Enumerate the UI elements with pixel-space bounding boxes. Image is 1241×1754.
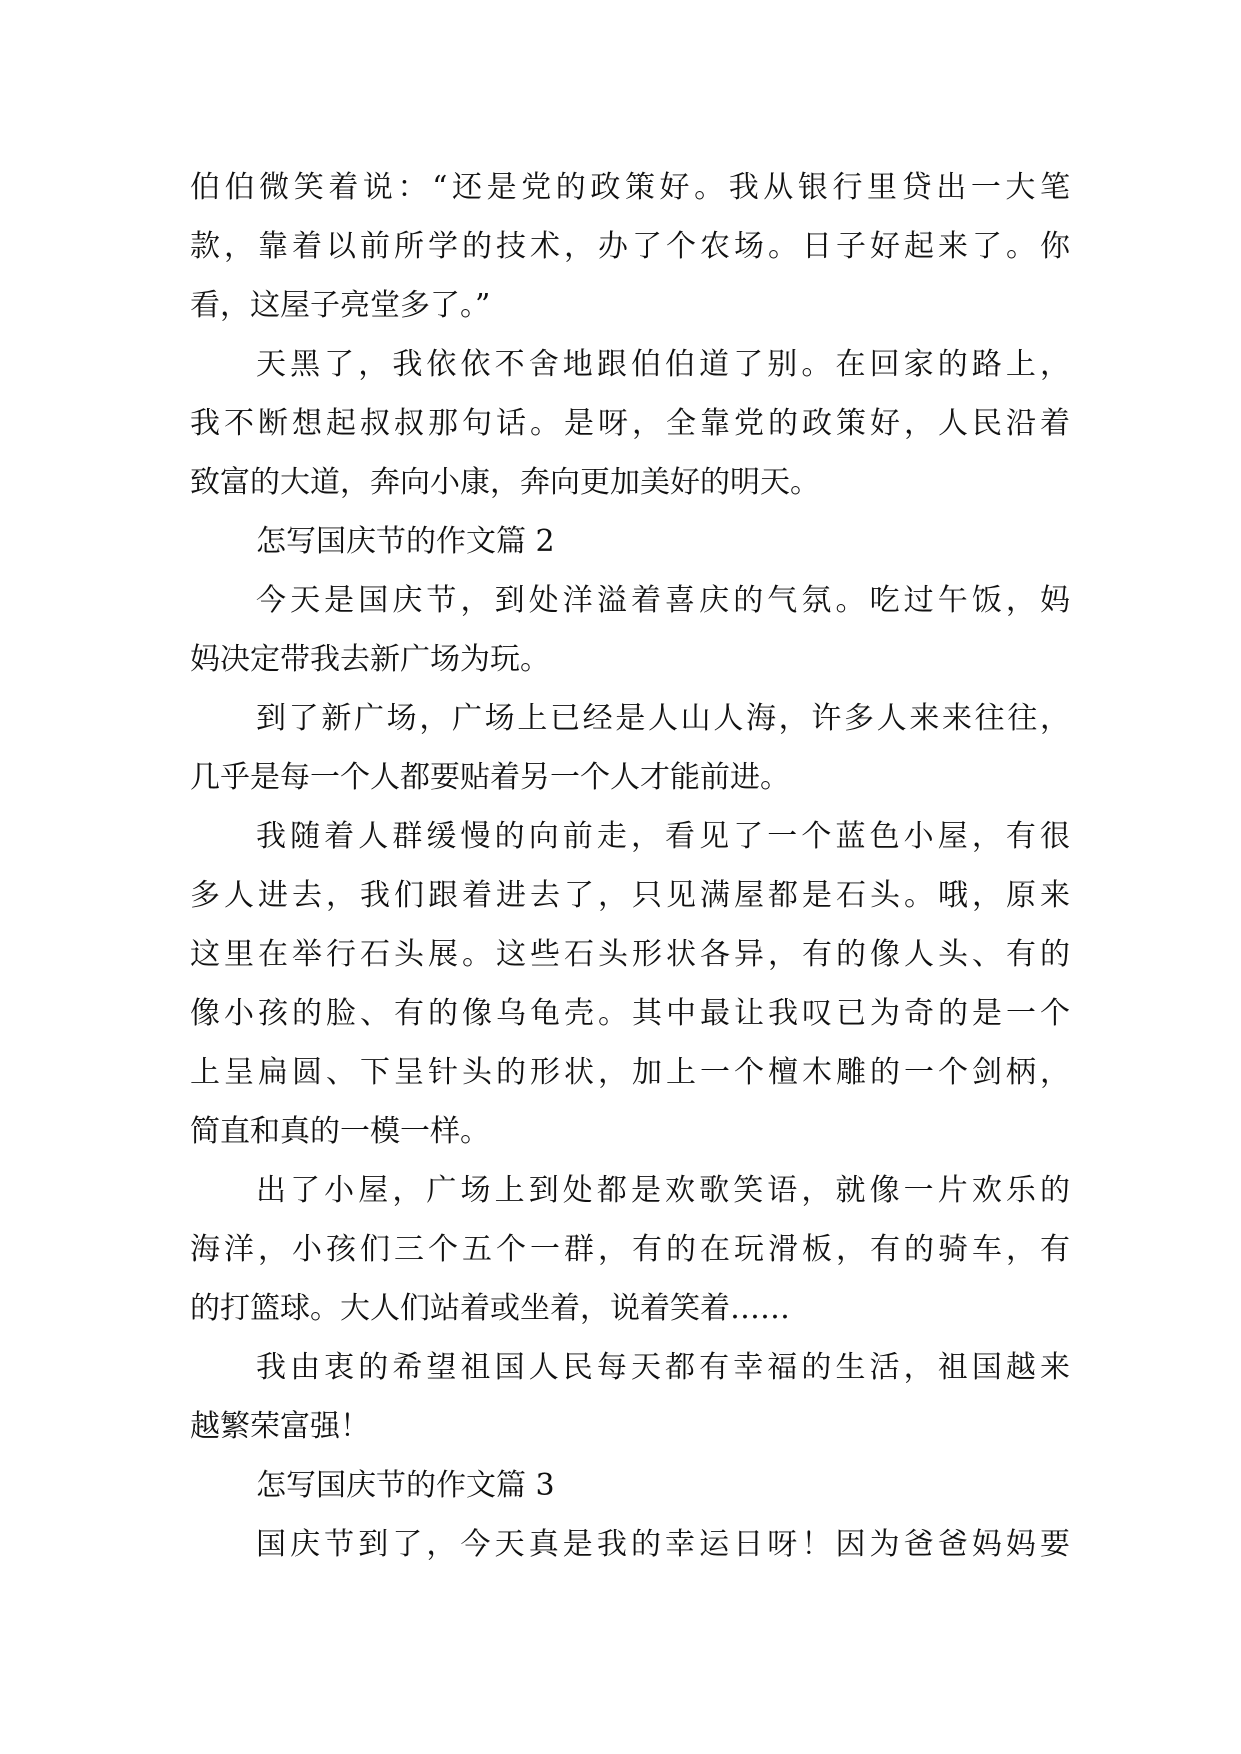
text-line: 看，这屋子亮堂多了。”: [190, 288, 491, 323]
text-line: 这里在举行石头展。这些石头形状各异，有的像人头、有的: [190, 937, 1070, 972]
text-line: 伯伯微笑着说：“还是党的政策好。我从银行里贷出一大笔: [190, 170, 1070, 205]
text-line: 我随着人群缓慢的向前走，看见了一个蓝色小屋，有很: [256, 819, 1070, 854]
text-line: 海洋，小孩们三个五个一群，有的在玩滑板，有的骑车，有: [190, 1232, 1070, 1267]
text-line: 出了小屋，广场上到处都是欢歌笑语，就像一片欢乐的: [256, 1173, 1070, 1208]
text-line: 妈决定带我去新广场为玩。: [190, 642, 550, 677]
text-line: 到了新广场，广场上已经是人山人海，许多人来来往往，: [256, 701, 1070, 736]
text-line: 我由衷的希望祖国人民每天都有幸福的生活，祖国越来: [256, 1350, 1070, 1385]
text-line: 国庆节到了，今天真是我的幸运日呀！因为爸爸妈妈要: [256, 1527, 1070, 1562]
text-line: 我不断想起叔叔那句话。是呀，全靠党的政策好，人民沿着: [190, 406, 1070, 441]
text-line: 简直和真的一模一样。: [190, 1114, 490, 1149]
text-line: 款，靠着以前所学的技术，办了个农场。日子好起来了。你: [190, 229, 1070, 264]
text-line: 像小孩的脸、有的像乌龟壳。其中最让我叹已为奇的是一个: [190, 996, 1070, 1031]
text-line: 越繁荣富强！: [190, 1409, 370, 1444]
text-line: 天黑了，我依依不舍地跟伯伯道了别。在回家的路上，: [256, 347, 1070, 382]
section-heading: 怎写国庆节的作文篇 3: [256, 1468, 555, 1503]
text-line: 致富的大道，奔向小康，奔向更加美好的明天。: [190, 465, 820, 500]
text-line: 几乎是每一个人都要贴着另一个人才能前进。: [190, 760, 790, 795]
text-line: 多人进去，我们跟着进去了，只见满屋都是石头。哦，原来: [190, 878, 1070, 913]
text-line: 的打篮球。大人们站着或坐着，说着笑着……: [190, 1291, 790, 1326]
section-heading: 怎写国庆节的作文篇 2: [256, 524, 555, 559]
essay-text: [190, 158, 1070, 1574]
text-line: 上呈扁圆、下呈针头的形状，加上一个檀木雕的一个剑柄，: [190, 1055, 1070, 1090]
text-line: 今天是国庆节，到处洋溢着喜庆的气氛。吃过午饭，妈: [256, 583, 1070, 618]
